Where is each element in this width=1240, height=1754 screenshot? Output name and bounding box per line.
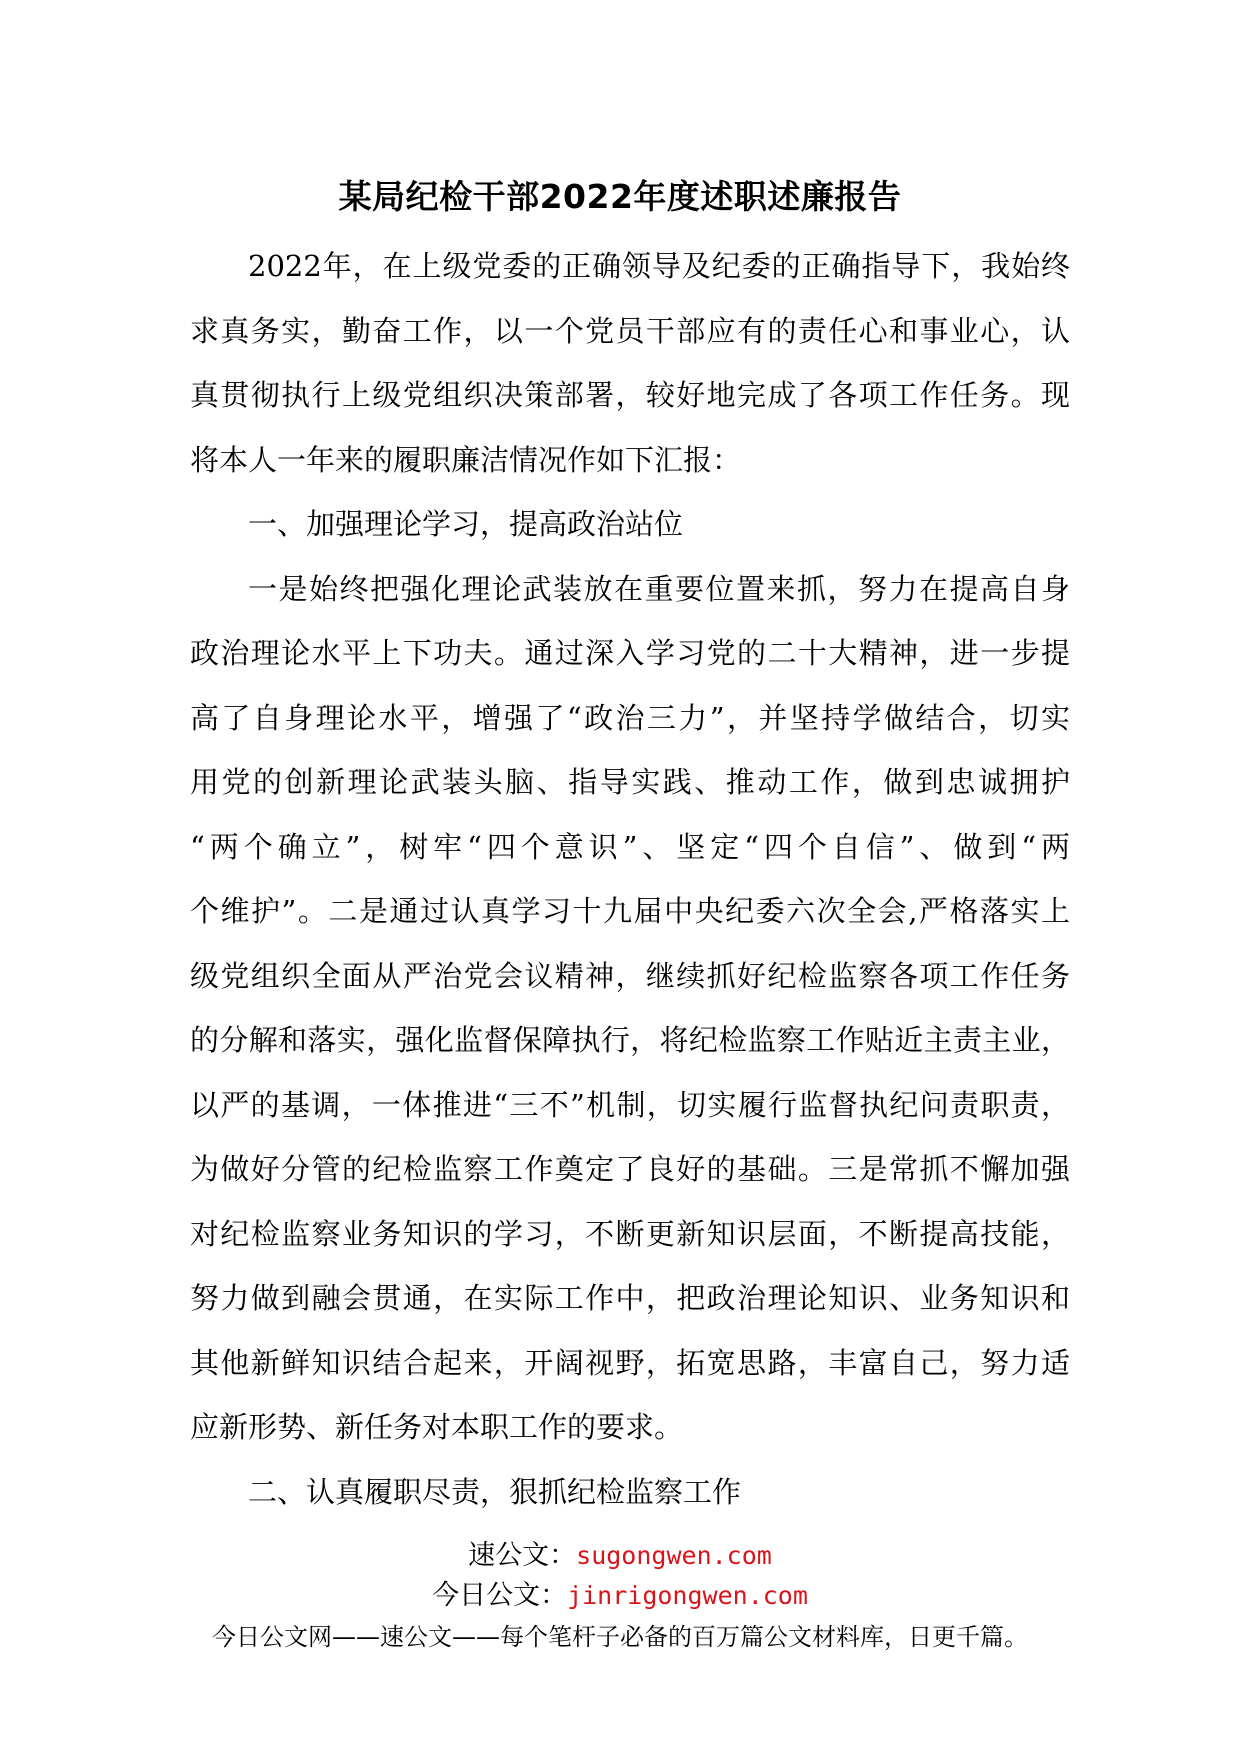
paragraph-line: 求真务实，勤奋工作，以一个党员干部应有的责任心和事业心，认 [190, 313, 1070, 348]
paragraph-line: 个维护”。二是通过认真学习十九届中央纪委六次全会,严格落实上 [190, 894, 1070, 928]
document-title: 某局纪检干部2022年度述职述廉报告 [338, 177, 902, 216]
footer-site-1 [0, 1538, 1240, 1574]
footer-site-2-link[interactable]: jinrigongwen.com [567, 1581, 808, 1610]
paragraph-line: 政治理论水平上下功夫。通过深入学习党的二十大精神，进一步提 [190, 636, 1070, 670]
paragraph-line: 2022年，在上级党委的正确领导及纪委的正确指导下，我始终 [248, 249, 1070, 283]
paragraph-line: 用党的创新理论武装头脑、指导实践、推动工作，做到忠诚拥护 [190, 765, 1070, 799]
paragraph-line: 真贯彻执行上级党组织决策部署，较好地完成了各项工作任务。现 [190, 378, 1070, 412]
footer-site-2 [0, 1578, 1240, 1614]
document-body [190, 234, 1070, 1524]
paragraph-line: 为做好分管的纪检监察工作奠定了良好的基础。三是常抓不懈加强 [190, 1152, 1070, 1186]
paragraph-line: 的分解和落实，强化监督保障执行，将纪检监察工作贴近主责主业， [190, 1023, 1070, 1057]
paragraph-line: 级党组织全面从严治党会议精神，继续抓好纪检监察各项工作任务 [190, 958, 1070, 993]
footer-site-1-label: 速公文： [468, 1540, 577, 1571]
paragraph-line: 努力做到融会贯通，在实际工作中，把政治理论知识、业务知识和 [190, 1281, 1070, 1315]
paragraph-line: 以严的基调，一体推进“三不”机制，切实履行监督执纪问责职责， [190, 1087, 1070, 1122]
section-heading: 二、认真履职尽责，狠抓纪检监察工作 [248, 1474, 742, 1509]
footer-site-2-label: 今日公文： [432, 1580, 568, 1611]
footer-slogan: 今日公文网——速公文——每个笔杆子必备的百万篇公文材料库，日更千篇。 [212, 1623, 1028, 1651]
paragraph-line: 应新形势、新任务对本职工作的要求。 [190, 1410, 684, 1444]
paragraph-line: “两个确立”，树牢“四个意识”、坚定“四个自信”、做到“两 [190, 829, 1070, 864]
paragraph-line: 对纪检监察业务知识的学习，不断更新知识层面，不断提高技能， [190, 1216, 1070, 1251]
paragraph-line: 一是始终把强化理论武装放在重要位置来抓，努力在提高自身 [248, 571, 1070, 606]
footer-site-1-link[interactable]: sugongwen.com [576, 1541, 772, 1570]
paragraph-line: 将本人一年来的履职廉洁情况作如下汇报： [190, 442, 742, 477]
paragraph-line: 其他新鲜知识结合起来，开阔视野，拓宽思路，丰富自己，努力适 [190, 1345, 1070, 1380]
section-heading: 一、加强理论学习，提高政治站位 [248, 507, 684, 541]
paragraph-line: 高了自身理论水平，增强了“政治三力”，并坚持学做结合，切实 [190, 700, 1070, 735]
